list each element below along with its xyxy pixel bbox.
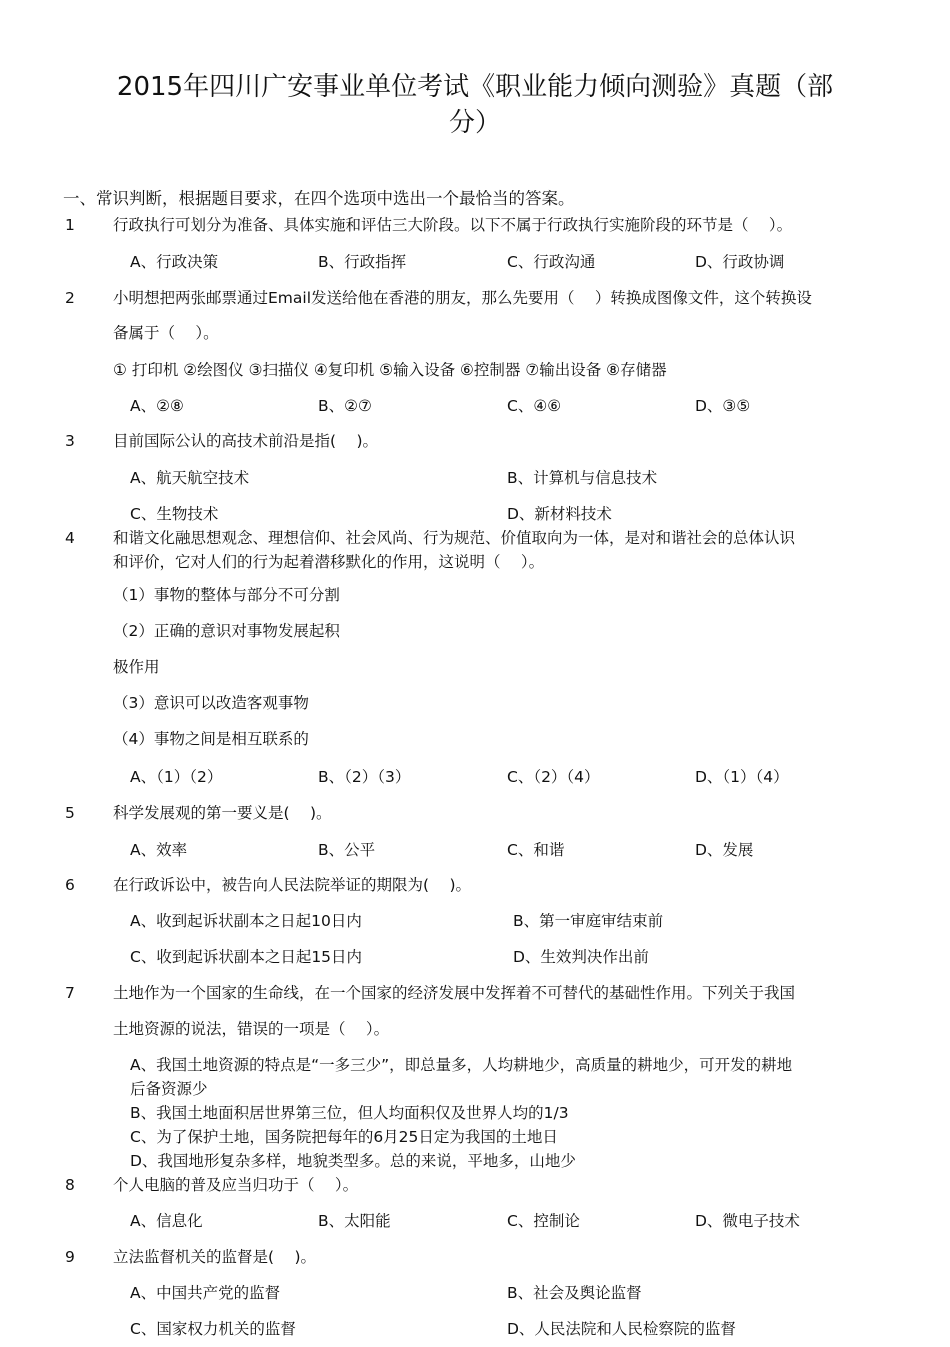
option-a: A、航天航空技术: [130, 469, 250, 487]
question-text: 个人电脑的普及应当归功于（ ）。: [113, 1176, 359, 1194]
option-a: A、我国土地资源的特点是“一多三少”，即总量多，人均耕地少，高质量的耕地少，可开发的耕地: [130, 1056, 793, 1074]
option-b: B、公平: [318, 841, 376, 859]
option-c: C、为了保护土地，国务院把每年的6月25日定为我国的土地日: [130, 1128, 558, 1146]
question-item: （4）事物之间是相互联系的: [113, 730, 309, 748]
option-d: D、发展: [695, 841, 754, 859]
option-c: C、生物技术: [130, 505, 219, 523]
question-item: （3）意识可以改造客观事物: [113, 694, 309, 712]
option-a: A、效率: [130, 841, 188, 859]
option-a: A、（1）（2）: [130, 768, 223, 786]
option-a: A、信息化: [130, 1212, 203, 1230]
option-c: C、国家权力机关的监督: [130, 1320, 296, 1338]
option-d: D、行政协调: [695, 253, 785, 271]
option-d: D、新材料技术: [507, 505, 612, 523]
question-text: 土地资源的说法，错误的一项是（ ）。: [113, 1020, 390, 1038]
question-number: 5: [65, 804, 75, 822]
option-b: B、太阳能: [318, 1212, 391, 1230]
question-number: 1: [65, 216, 75, 234]
option-a: A、行政决策: [130, 253, 219, 271]
option-a-continued: 后备资源少: [130, 1080, 208, 1098]
question-text: 土地作为一个国家的生命线，在一个国家的经济发展中发挥着不可替代的基础性作用。下列关于我国: [113, 984, 796, 1002]
question-text: 科学发展观的第一要义是( )。: [113, 804, 332, 822]
question-item: （2）正确的意识对事物发展起积: [113, 622, 340, 640]
question-number: 4: [65, 529, 75, 547]
option-c: C、行政沟通: [507, 253, 596, 271]
option-b: B、②⑦: [318, 397, 372, 415]
question-number: 7: [65, 984, 75, 1002]
question-number: 2: [65, 289, 75, 307]
option-c: C、和谐: [507, 841, 565, 859]
option-b: B、（2）（3）: [318, 768, 411, 786]
question-item: （1）事物的整体与部分不可分割: [113, 586, 340, 604]
document-title-continued: 分）: [448, 108, 501, 138]
question-number: 6: [65, 876, 75, 894]
option-a: A、收到起诉状副本之日起10日内: [130, 912, 362, 930]
option-d: D、生效判决作出前: [513, 948, 649, 966]
option-a: A、中国共产党的监督: [130, 1284, 281, 1302]
option-d: D、（1）（4）: [695, 768, 789, 786]
question-number: 3: [65, 432, 75, 450]
option-c: C、④⑥: [507, 397, 562, 415]
option-b: B、社会及舆论监督: [507, 1284, 642, 1302]
question-item: ① 打印机 ②绘图仪 ③扫描仪 ④复印机 ⑤输入设备 ⑥控制器 ⑦输出设备 ⑧存储器: [113, 361, 667, 379]
option-a: A、②⑧: [130, 397, 184, 415]
option-d: D、我国地形复杂多样，地貌类型多。总的来说，平地多，山地少: [130, 1152, 576, 1170]
question-text: 和评价，它对人们的行为起着潜移默化的作用，这说明（ ）。: [113, 553, 545, 571]
question-text: 立法监督机关的监督是( )。: [113, 1248, 317, 1266]
question-item: 极作用: [113, 658, 160, 676]
option-d: D、③⑤: [695, 397, 751, 415]
option-b: B、第一审庭审结束前: [513, 912, 664, 930]
option-b: B、行政指挥: [318, 253, 407, 271]
option-c: C、收到起诉状副本之日起15日内: [130, 948, 363, 966]
option-c: C、控制论: [507, 1212, 580, 1230]
question-number: 8: [65, 1176, 75, 1194]
document-title: 2015年四川广安事业单位考试《职业能力倾向测验》真题（部: [116, 72, 834, 102]
question-text: 小明想把两张邮票通过Email发送给他在香港的朋友，那么先要用（ ）转换成图像文件，这个转换设: [113, 289, 812, 307]
option-b: B、我国土地面积居世界第三位，但人均面积仅及世界人均的1/3: [130, 1104, 569, 1122]
section-heading: 一、常识判断，根据题目要求，在四个选项中选出一个最恰当的答案。: [63, 189, 575, 208]
option-d: D、微电子技术: [695, 1212, 800, 1230]
option-c: C、（2）（4）: [507, 768, 600, 786]
question-text: 目前国际公认的高技术前沿是指( )。: [113, 432, 379, 450]
question-text: 和谐文化融思想观念、理想信仰、社会风尚、行为规范、价值取向为一体，是对和谐社会的总体认识: [113, 529, 796, 547]
question-text: 行政执行可划分为准备、具体实施和评估三大阶段。以下不属于行政执行实施阶段的环节是（ ）。: [113, 216, 793, 234]
option-d: D、人民法院和人民检察院的监督: [507, 1320, 736, 1338]
option-b: B、计算机与信息技术: [507, 469, 658, 487]
question-text: 在行政诉讼中，被告向人民法院举证的期限为( )。: [113, 876, 472, 894]
question-number: 9: [65, 1248, 75, 1266]
question-text: 备属于（ ）。: [113, 324, 219, 342]
